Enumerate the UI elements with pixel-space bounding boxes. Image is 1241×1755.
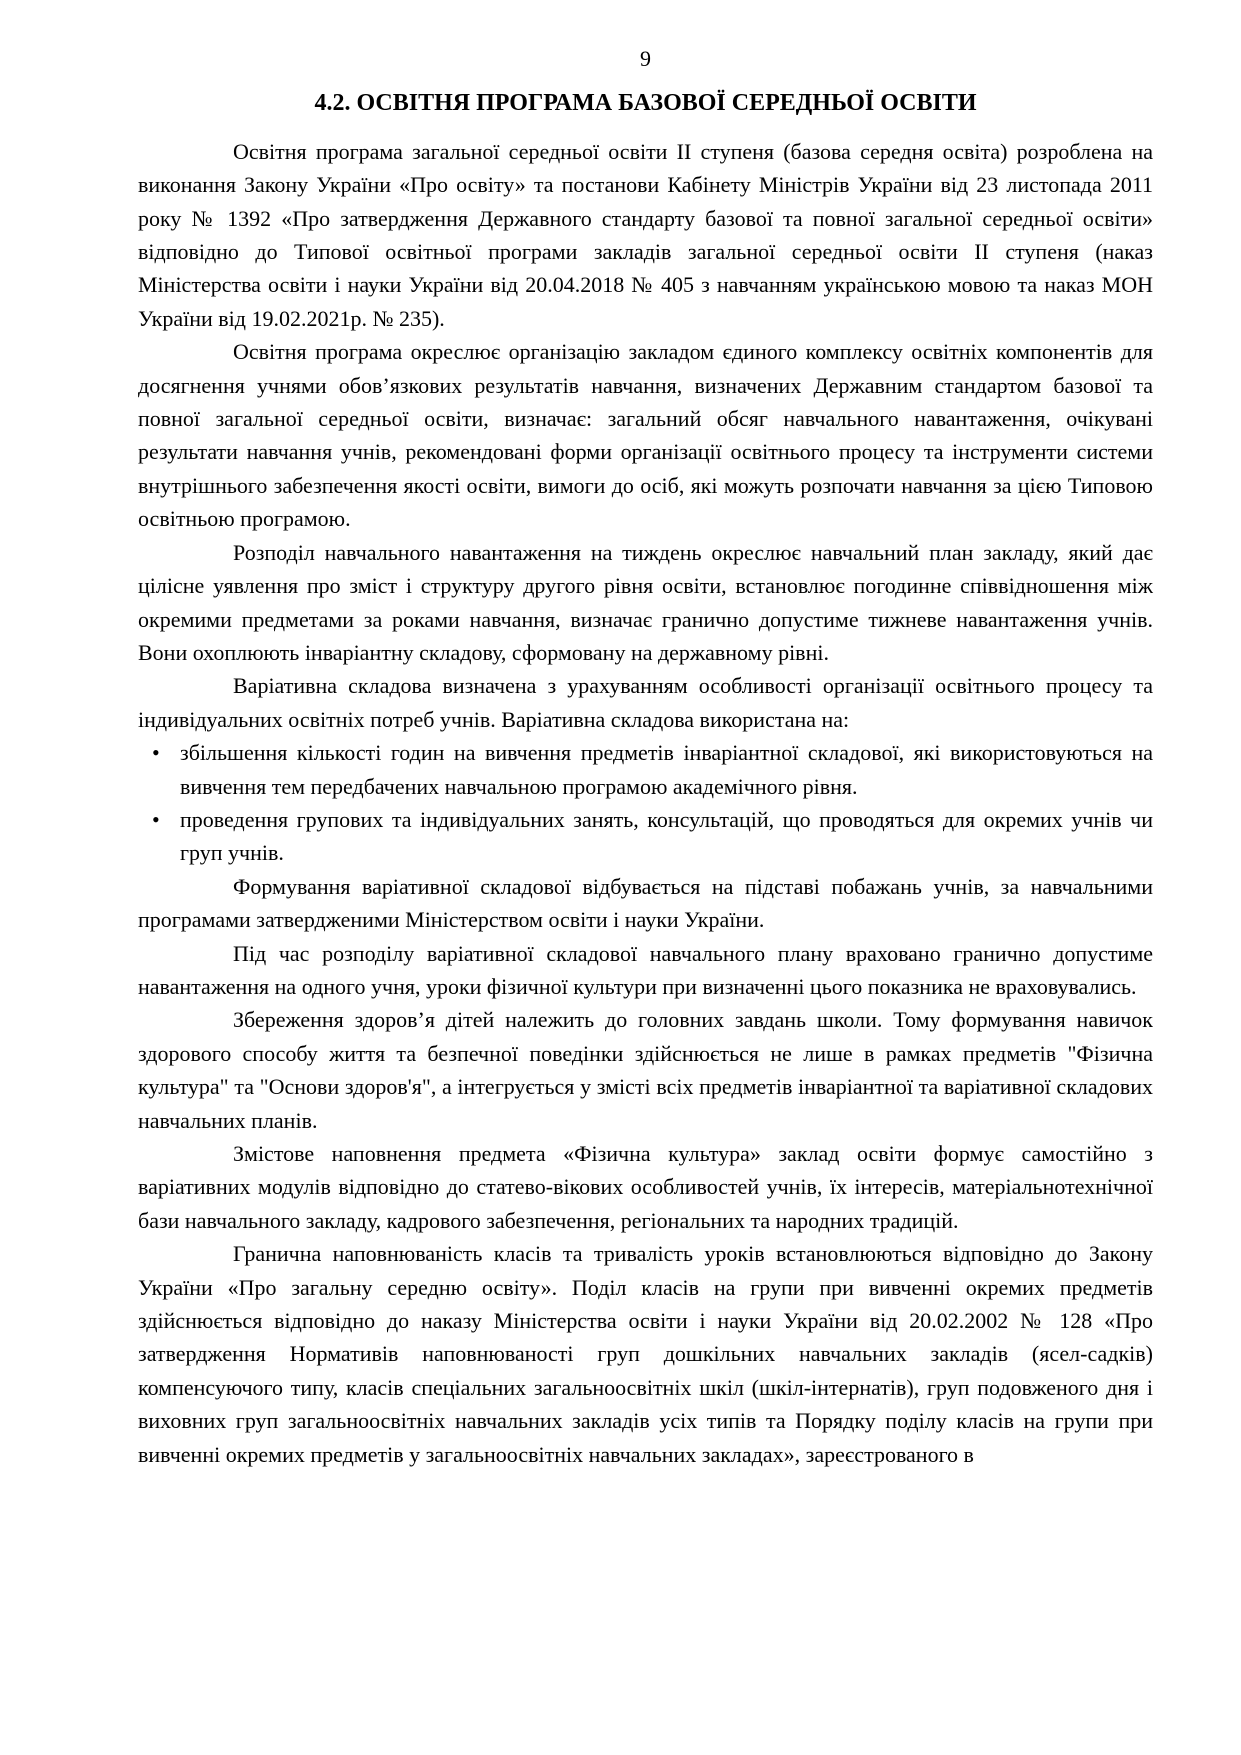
paragraph: Освітня програма окреслює організацію закладом єдиного комплексу освітніх компонентів для досягнення учнями обов’язкових результатів навчання, визначених Державним стандартом базової та повної загальної середньої освіти, визначає: загальний обсяг навчального навантаження, очікувані результати навчання учнів, рекомендовані форми організації освітнього процесу та інструменти системи внутрішнього забезпечення якості освіти, вимоги до осіб, які можуть розпочати навчання за цією Типовою освітньою програмою. xyxy=(138,339,1153,532)
paragraph: Освітня програма загальної середньої освіти ІІ ступеня (базова середня освіта) розроблена на виконання Закону України «Про освіту» та постанови Кабінету Міністрів України від 23 листопада 2011 року № 1392 «Про затвердження Державного стандарту базової та повної загальної середньої освіти» відповідно до Типової освітньої програми закладів загальної середньої освіти ІІ ступеня (наказ Міністерства освіти і науки України від 20.04.2018 № 405 з навчанням українською мовою та наказ МОН України від 19.02.2021р. № 235). xyxy=(138,138,1153,331)
paragraph: Гранична наповнюваність класів та тривалість уроків встановлюються відповідно до Закону України «Про загальну середню освіту». Поділ класів на групи при вивченні окремих предметів здійснюється відповідно до наказу Міністерства освіти і науки України від 20.02.2002 № 128 «Про затвердження Нормативів наповнюваності груп дошкільних навчальних закладів (ясел-садків) компенсуючого типу, класів спеціальних загальноосвітніх шкіл (шкіл-інтернатів), груп подовженого дня і виховних груп загальноосвітніх навчальних закладів усіх типів та Порядку поділу класів на групи при вивченні окремих предметів у загальноосвітніх навчальних закладах», зареєстрованого в xyxy=(138,1241,1153,1467)
bullet-icon: • xyxy=(152,740,160,766)
paragraph: Розподіл навчального навантаження на тиждень окреслює навчальний план закладу, який дає цілісне уявлення про зміст і структуру другого рівня освіти, встановлює погодинне співвідношення між окремими предметами за роками навчання, визначає гранично допустиме тижневе навантаження учнів. Вони охоплюють інваріантну складову, сформовану на державному рівні. xyxy=(138,539,1153,665)
paragraph: Змістове наповнення предмета «Фізична культура» заклад освіти формує самостійно з варіативних модулів відповідно до статево-вікових особливостей учнів, їх інтересів, матеріальнотехнічної бази навчального закладу, кадрового забезпечення, регіональних та народних традицій. xyxy=(138,1141,1153,1233)
paragraph: Формування варіативної складової відбувається на підставі побажань учнів, за навчальними програмами затвердженими Міністерством освіти і науки України. xyxy=(138,873,1153,933)
section-title: 4.2. ОСВІТНЯ ПРОГРАМА БАЗОВОЇ СЕРЕДНЬОЇ ОСВІТИ xyxy=(314,90,977,117)
bullet-item-text: збільшення кількості годин на вивчення предметів інваріантної складової, які використовуються на вивчення тем передбачених навчальною програмою академічного рівня. xyxy=(180,740,1153,799)
paragraph: Під час розподілу варіативної складової навчального плану враховано гранично допустиме навантаження на одного учня, уроки фізичної культури при визначенні цього показника не враховувались. xyxy=(138,940,1153,999)
paragraph: Збереження здоров’я дітей належить до головних завдань школи. Тому формування навичок здорового способу життя та безпечної поведінки здійснюється не лише в рамках предметів "Фізична культура" та "Основи здоров'я", а інтегрується у змісті всіх предметів інваріантної та варіативної складових навчальних планів. xyxy=(138,1007,1153,1133)
bullet-list-item xyxy=(138,736,1153,803)
paragraph: Варіативна складова визначена з урахуванням особливості організації освітнього процесу та індивідуальних освітніх потреб учнів. Варіативна складова використана на: xyxy=(138,673,1153,732)
page-number: 9 xyxy=(640,46,651,71)
bullet-item-text: проведення групових та індивідуальних занять, консультацій, що проводяться для окремих учнів чи груп учнів. xyxy=(180,806,1153,866)
bullet-icon: • xyxy=(152,806,160,832)
bullet-list-item xyxy=(138,803,1153,870)
